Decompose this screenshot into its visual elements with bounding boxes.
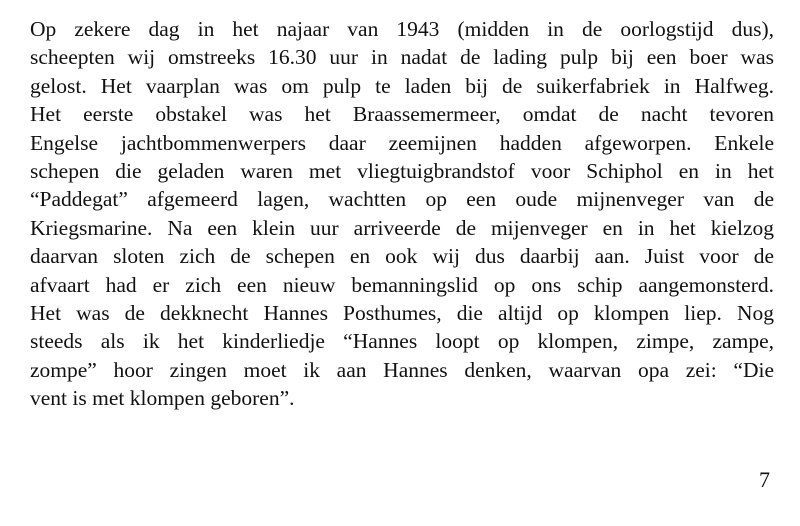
paragraph-line: Kriegsmarine. Na een klein uur arriveerde de mijenveger en in het kielzog bbox=[30, 215, 774, 240]
paragraph-line: steeds als ik het kinderliedje “Hannes loopt op klompen, zimpe, zampe, bbox=[30, 329, 774, 354]
paragraph-line: Op zekere dag in het najaar van 1943 (midden in de oorlogstijd dus), bbox=[30, 17, 774, 41]
body-paragraph bbox=[30, 15, 774, 412]
paragraph-line: gelost. Het vaarplan was om pulp te laden bij de suikerfabriek in Halfweg. bbox=[30, 73, 774, 98]
paragraph-line: scheepten wij omstreeks 16.30 uur in nadat de lading pulp bij een boer was bbox=[30, 45, 774, 70]
paragraph-line: Engelse jachtbommenwerpers daar zeemijnen hadden afgeworpen. Enkele bbox=[30, 130, 774, 155]
paragraph-line: “Paddegat” afgemeerd lagen, wachtten op een oude mijnenveger van de bbox=[30, 187, 774, 212]
paragraph-line: zompe” hoor zingen moet ik aan Hannes denken, waarvan opa zei: “Die bbox=[30, 357, 774, 382]
paragraph-line: Het was de dekknecht Hannes Posthumes, die altijd op klompen liep. Nog bbox=[30, 300, 774, 325]
paragraph-line: afvaart had er zich een nieuw bemanningslid op ons schip aangemonsterd. bbox=[30, 272, 774, 297]
paragraph-line: vent is met klompen geboren”. bbox=[30, 386, 295, 411]
paragraph-line: schepen die geladen waren met vliegtuigbrandstof voor Schiphol en in het bbox=[30, 158, 774, 183]
page-number: 7 bbox=[759, 467, 770, 492]
paragraph-line: Het eerste obstakel was het Braassemermeer, omdat de nacht tevoren bbox=[30, 102, 774, 127]
paragraph-line: daarvan sloten zich de schepen en ook wij dus daarbij aan. Juist voor de bbox=[30, 244, 774, 269]
